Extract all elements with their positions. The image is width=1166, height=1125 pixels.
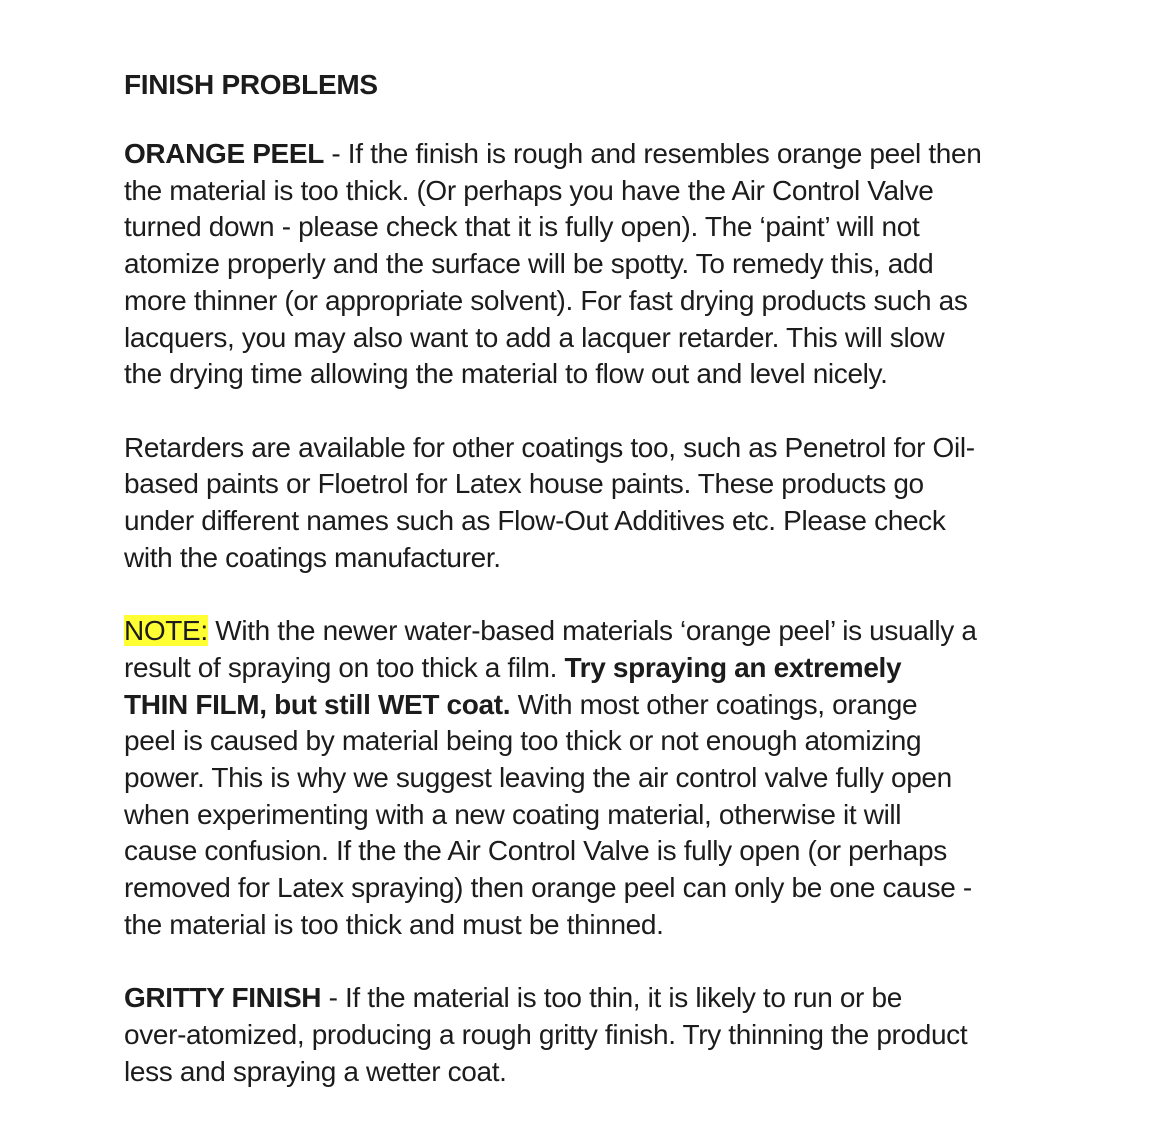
paragraph-line: peel is caused by material being too thick or not enough atomizing	[124, 725, 922, 757]
paragraph-line: turned down - please check that it is fully open). The ‘paint’ will not	[124, 211, 920, 243]
paragraph-line: cause confusion. If the the Air Control Valve is fully open (or perhaps	[124, 835, 947, 867]
emphasis-text: THIN FILM, but still WET coat.	[124, 688, 511, 720]
paragraph-line: when experimenting with a new coating material, otherwise it will	[124, 798, 902, 830]
spacer	[124, 104, 1144, 136]
paragraph-line: the material is too thick and must be thinned.	[124, 908, 664, 940]
document-body	[124, 66, 1144, 1090]
paragraph-line: less and spraying a wetter coat.	[124, 1055, 507, 1087]
paragraph-line: Retarders are available for other coatings too, such as Penetrol for Oil-	[124, 431, 975, 463]
paragraph-line	[124, 687, 1144, 724]
note-label-highlight: NOTE:	[124, 615, 208, 647]
paragraph-line: more thinner (or appropriate solvent). For fast drying products such as	[124, 284, 968, 316]
paragraph-text: - If the material is too thin, it is likely to run or be	[321, 982, 902, 1014]
paragraph-line	[124, 136, 1144, 173]
paragraph-line	[124, 980, 1144, 1017]
paragraph-line: under different names such as Flow-Out Additives etc. Please check	[124, 505, 946, 537]
paragraph-text: With most other coatings, orange	[510, 688, 918, 720]
paragraph-text: result of spraying on too thick a film.	[124, 651, 565, 683]
paragraph-line: with the coatings manufacturer.	[124, 541, 501, 573]
note-paragraph	[124, 613, 1144, 943]
paragraph-line	[124, 650, 1144, 687]
gritty-finish-paragraph	[124, 980, 1144, 1090]
emphasis-text: Try spraying an extremely	[564, 651, 902, 683]
paragraph-line: over-atomized, producing a rough gritty finish. Try thinning the product	[124, 1018, 968, 1050]
paragraph-line: the material is too thick. (Or perhaps you have the Air Control Valve	[124, 174, 934, 206]
gritty-finish-term: GRITTY FINISH	[124, 982, 322, 1014]
spacer	[124, 943, 1144, 980]
page-title: FINISH PROBLEMS	[124, 69, 378, 100]
paragraph-line: atomize properly and the surface will be spotty. To remedy this, add	[124, 248, 934, 280]
paragraph-line: lacquers, you may also want to add a lacquer retarder. This will slow	[124, 321, 945, 353]
paragraph-line	[124, 613, 1144, 650]
orange-peel-paragraph	[124, 136, 1144, 393]
paragraph-text: - If the finish is rough and resembles orange peel then	[323, 138, 982, 169]
spacer	[124, 393, 1144, 430]
paragraph-line: based paints or Floetrol for Latex house paints. These products go	[124, 468, 924, 500]
paragraph-text: With the newer water-based materials ‘orange peel’ is usually a	[207, 615, 977, 647]
retarders-paragraph	[124, 430, 1144, 577]
spacer	[124, 576, 1144, 613]
orange-peel-term: ORANGE PEEL	[124, 138, 324, 169]
paragraph-line: the drying time allowing the material to flow out and level nicely.	[124, 358, 888, 390]
paragraph-line: power. This is why we suggest leaving the air control valve fully open	[124, 761, 952, 793]
paragraph-line: removed for Latex spraying) then orange peel can only be one cause -	[124, 872, 972, 904]
